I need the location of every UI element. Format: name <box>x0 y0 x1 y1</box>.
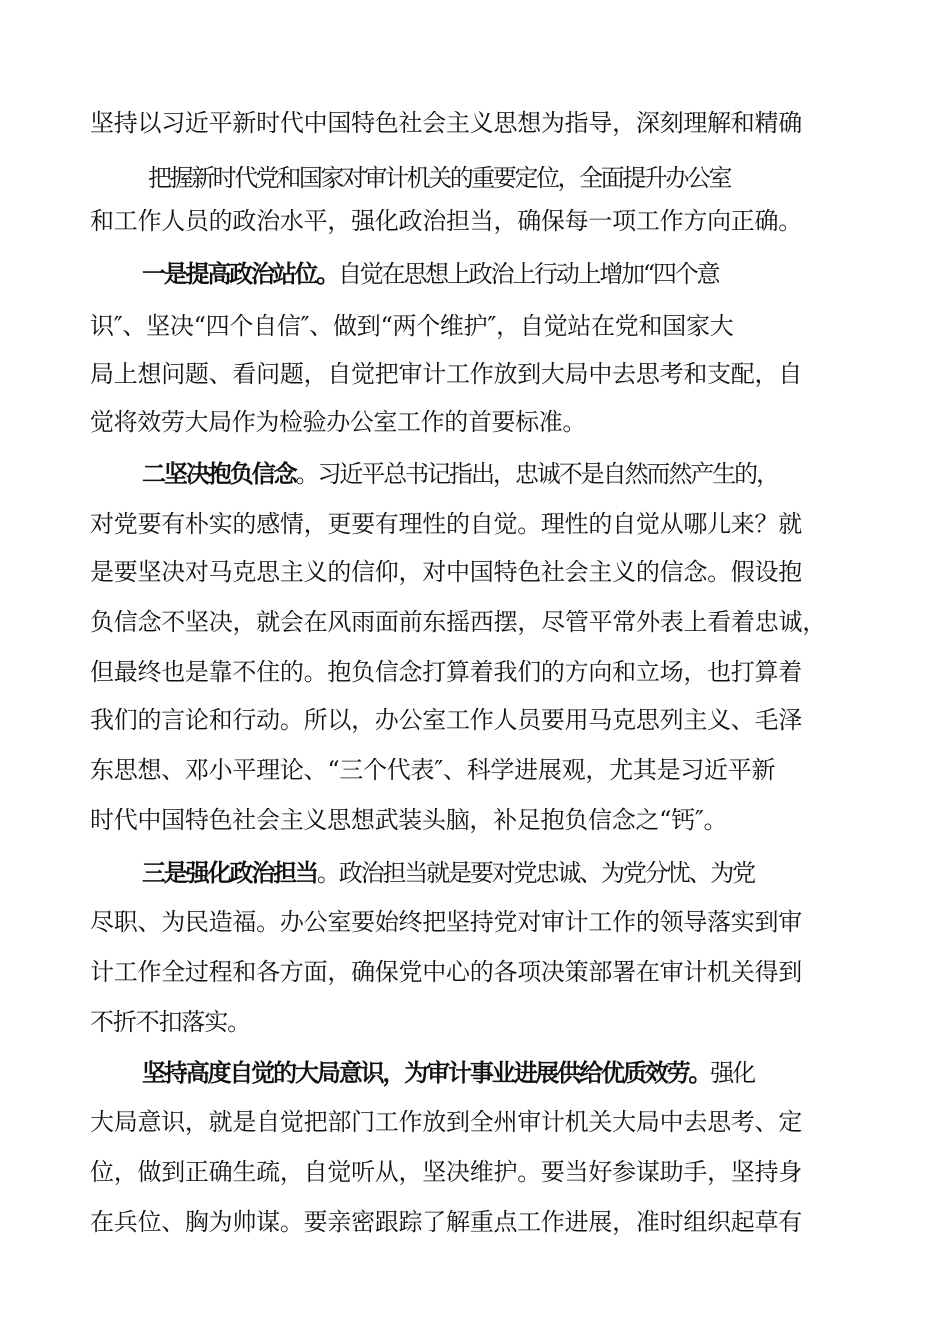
text-line: 在兵位、胸为帅谋。要亲密跟踪了解重点工作进展，准时组织起草有 <box>90 1208 802 1236</box>
paragraph-heading: 二坚决抱负信念 <box>142 459 296 488</box>
paragraph-heading: 三是强化政治担当 <box>142 858 317 887</box>
text-line: 位，做到正确生疏，自觉听从，坚决维护。要当好参谋助手，坚持身 <box>90 1158 802 1186</box>
text-line: 是要坚决对马克思主义的信仰，对中国特色社会主义的信念。假设抱 <box>90 558 802 586</box>
text-line: 不折不扣落实。 <box>90 1008 250 1036</box>
text-line: 识″、坚决“四个自信″、做到“两个维护″，自觉站在党和国家大 <box>90 312 734 340</box>
text-line: 负信念不坚决，就会在风雨面前东摇西摆，尽管平常外表上看着忠诚， <box>90 608 826 636</box>
text-line: 觉将效劳大局作为检验办公室工作的首要标准。 <box>90 408 586 436</box>
paragraph-heading-line: 三是强化政治担当。政治担当就是要对党忠诚、为党分忧、为党 <box>142 858 755 887</box>
text-line: 时代中国特色社会主义思想武装头脑，补足抱负信念之“钙″。 <box>90 806 728 834</box>
text-line: 坚持以习近平新时代中国特色社会主义思想为指导，深刻理解和精确 <box>90 109 802 137</box>
text-line: 对党要有朴实的感情，更要有理性的自觉。理性的自觉从哪儿来？就 <box>90 510 802 538</box>
text-line: 东思想、邓小平理论、“三个代表″、科学进展观，尤其是习近平新 <box>90 756 776 784</box>
text-line: 把握新时代党和国家对审计机关的重要定位，全面提升办公室 <box>148 164 730 192</box>
section-heading-line: 坚持高度自觉的大局意识，为审计事业进展供给优质效劳。强化 <box>142 1058 755 1087</box>
text-line: 大局意识，就是自觉把部门工作放到全州审计机关大局中去思考、定 <box>90 1108 802 1136</box>
text-line: 尽职、为民造福。办公室要始终把坚持党对审计工作的领导落实到审 <box>90 908 802 936</box>
text-line: 计工作全过程和各方面，确保党中心的各项决策部署在审计机关得到 <box>90 958 802 986</box>
text-line: 局上想问题、看问题，自觉把审计工作放到大局中去思考和支配，自 <box>90 360 802 388</box>
text-line: 但最终也是靠不住的。抱负信念打算着我们的方向和立场，也打算着 <box>90 658 802 686</box>
paragraph-heading-line: 一是提高政治站位。自觉在思想上政治上行动上增加“四个意 <box>142 259 719 288</box>
text-line: 我们的言论和行动。所以，办公室工作人员要用马克思列主义、毛泽 <box>90 706 802 734</box>
paragraph-heading-line: 二坚决抱负信念。习近平总书记指出，忠诚不是自然而然产生的， <box>142 459 779 488</box>
section-heading: 坚持高度自觉的大局意识，为审计事业进展供给优质效劳。 <box>142 1058 711 1087</box>
paragraph-heading: 一是提高政治站位。 <box>142 259 338 288</box>
text-line: 和工作人员的政治水平，强化政治担当，确保每一项工作方向正确。 <box>90 207 802 235</box>
